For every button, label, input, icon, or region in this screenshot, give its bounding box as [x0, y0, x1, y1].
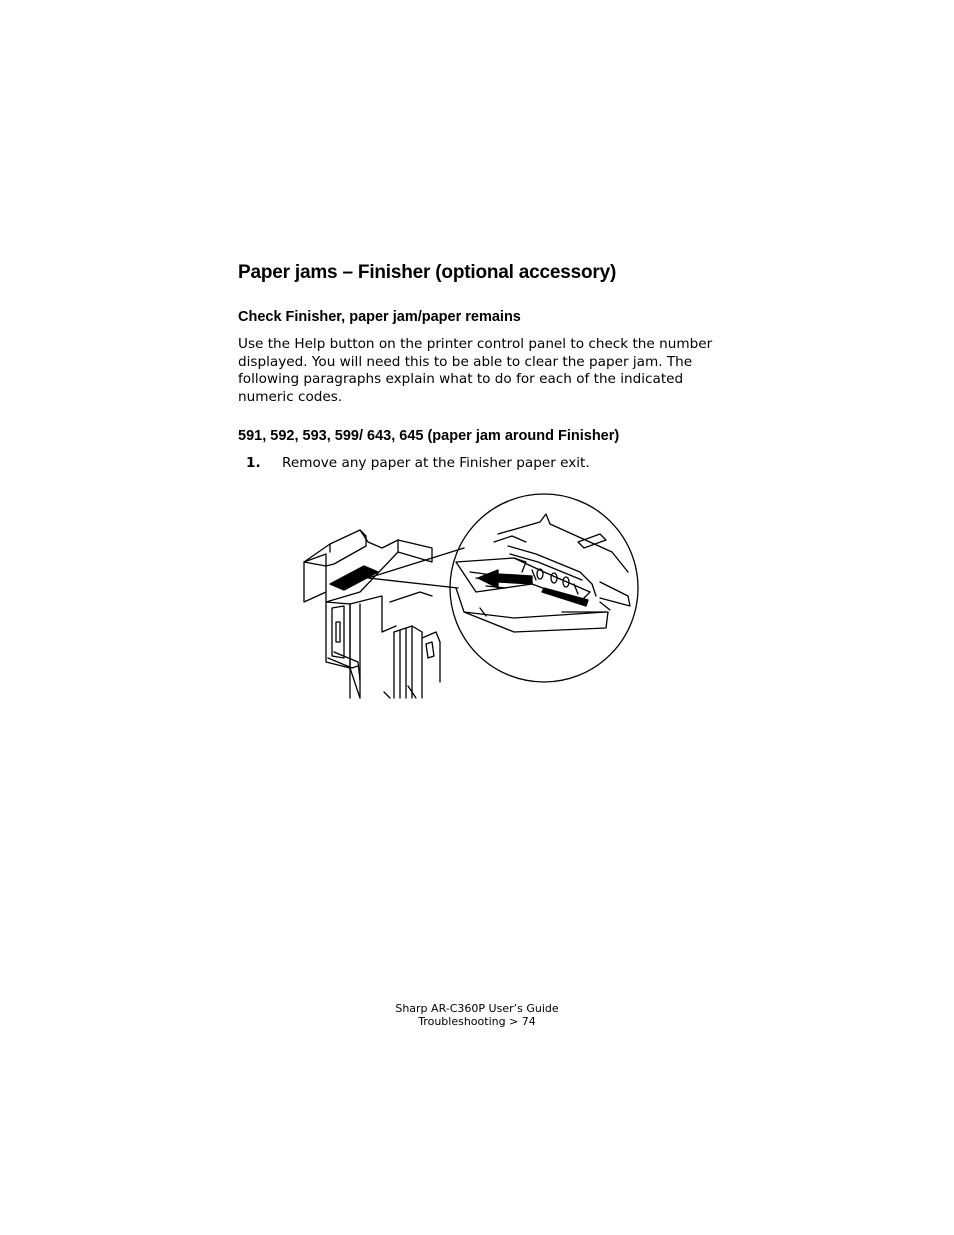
callout-pointer-bottom [368, 578, 458, 588]
zoom-detail-circle [450, 494, 638, 682]
section-heading-error-codes: 591, 592, 593, 599/ 643, 645 (paper jam around Finisher) [238, 428, 620, 444]
page-footer [0, 1002, 954, 1028]
step-text: Remove any paper at the Finisher paper exit. [282, 455, 590, 471]
section-heading-check-finisher: Check Finisher, paper jam/paper remains [238, 309, 521, 325]
step-number: 1. [246, 455, 261, 471]
finisher-paper-exit-illustration [300, 492, 640, 700]
callout-pointer-top [368, 548, 464, 578]
finisher-unit [304, 530, 440, 698]
footer-page-number: Troubleshooting > 74 [418, 1015, 536, 1028]
instructions-paragraph: Use the Help button on the printer control panel to check the number displayed. You will need this to be able to clear the paper jam. The following paragraphs explain what to do for each of the indicated numeric codes. [238, 336, 713, 405]
page-title: Paper jams – Finisher (optional accessory) [238, 262, 617, 283]
footer-guide-title: Sharp AR-C360P User’s Guide [395, 1002, 559, 1015]
